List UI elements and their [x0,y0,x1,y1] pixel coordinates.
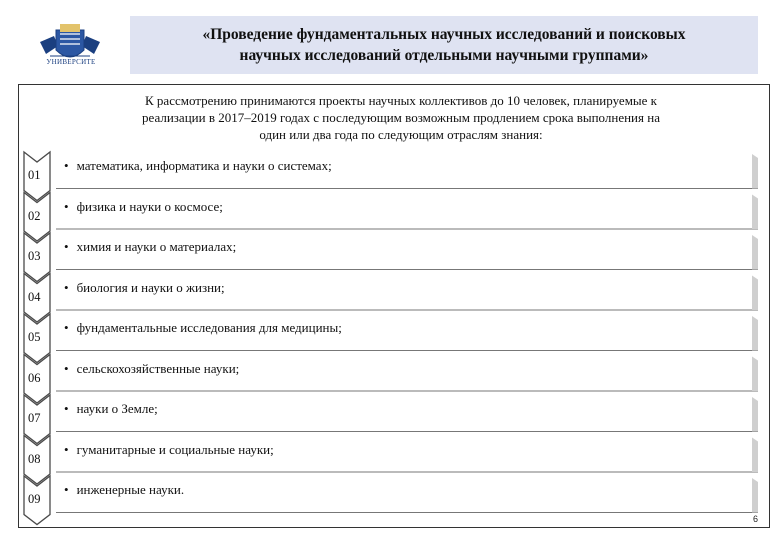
list-item [64,280,225,296]
bullet-marker: • [64,239,69,254]
intro-line-3: один или два года по следующим отраслям знания: [259,127,543,142]
list-item [64,158,332,174]
item-number: 07 [28,411,41,425]
list-item-text: инженерные науки. [76,482,185,497]
bullet-marker: • [64,320,69,335]
title-line-1: «Проведение фундаментальных научных исследований и поисковых [202,26,686,43]
list-item-text: биология и науки о жизни; [76,279,225,295]
list-item [64,320,342,336]
row-end-shade [752,438,758,473]
title-line-2: научных исследований отдельными научными группами» [239,47,649,64]
item-number: 04 [28,289,41,304]
item-number: 03 [28,249,41,263]
page-number: 6 [752,514,758,524]
list-item [64,361,239,377]
list-item-text: науки о Земле; [76,401,158,416]
logo-caption: УНИВЕРСИТЕ [46,58,96,66]
bullet-marker: • [64,279,69,295]
list-item-text: сельскохозяйственные науки; [76,360,240,376]
bullet-marker: • [64,360,69,376]
bullet-marker: • [64,158,69,173]
row-end-shade [752,316,758,351]
list-item-text: гуманитарные и социальные науки; [76,441,274,457]
row-end-shade [752,397,758,432]
intro-line-2: реализации в 2017–2019 годах с последующим возможным продлением срока выполнения на [142,110,660,125]
bullet-marker: • [64,482,69,497]
item-number: 09 [28,492,41,506]
row-end-shade [752,478,758,513]
list-item [64,401,158,417]
item-number: 01 [28,168,41,182]
bullet-marker: • [64,198,69,214]
row-end-shade [752,276,758,311]
row-end-shade [752,154,758,189]
list-item-text: математика, информатика и науки о системах; [76,158,332,173]
item-number: 05 [28,330,41,344]
list-item-text: фундаментальные исследования для медицины; [76,320,342,335]
row-end-shade [752,195,758,230]
row-end-shade [752,357,758,392]
list-item [64,199,223,215]
list-item-text: физика и науки о космосе; [76,198,223,214]
item-number: 08 [28,451,41,466]
intro-line-1: К рассмотрению принимаются проекты научных коллективов до 10 человек, планируемые к [145,93,657,108]
bullet-marker: • [64,401,69,416]
row-end-shade [752,235,758,270]
list-item [64,442,274,458]
list-item [64,239,236,255]
list-item [64,482,184,498]
list-item-text: химия и науки о материалах; [76,239,237,254]
item-number: 06 [28,370,41,385]
bullet-marker: • [64,441,69,457]
item-number: 02 [28,208,41,223]
